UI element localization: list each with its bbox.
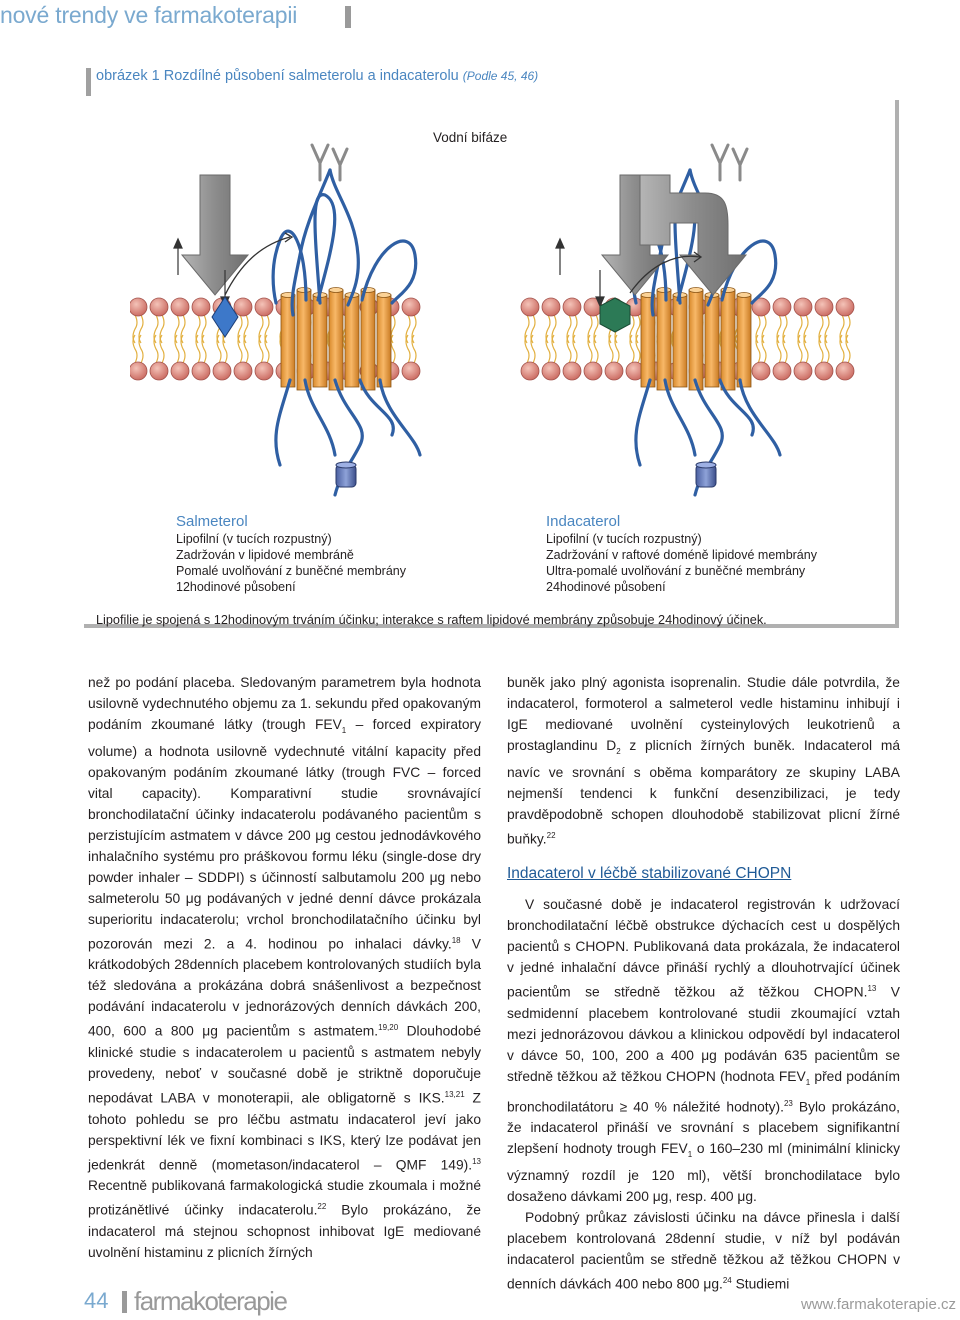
lipid-tail xyxy=(217,335,227,363)
indacaterol-line: Zadržování v raftové doméně lipidové membrány xyxy=(546,548,817,562)
lipid-head xyxy=(130,362,147,380)
text-column-right xyxy=(507,672,900,1295)
page-footer xyxy=(0,1288,960,1320)
lipid-tail xyxy=(175,335,185,363)
lipid-tail xyxy=(588,335,598,363)
caption-source: (Podle 45, 46) xyxy=(462,69,539,83)
helix-cap xyxy=(377,293,391,298)
helix-cap xyxy=(657,288,671,293)
footer-divider xyxy=(122,1291,127,1313)
running-header xyxy=(0,0,960,36)
transmembrane-helix xyxy=(705,295,719,387)
lipid-tail xyxy=(154,315,164,343)
lipid-tail xyxy=(588,315,598,343)
transmembrane-helix xyxy=(721,290,735,390)
small-arrows-right xyxy=(556,239,604,306)
membrane-diagram xyxy=(130,135,870,505)
lipid-tail xyxy=(546,315,556,343)
transmembrane-helix xyxy=(361,290,375,390)
frame-right-edge xyxy=(895,100,899,628)
big-arrow-left xyxy=(182,175,248,295)
lipid-head xyxy=(836,362,854,380)
lipid-tail xyxy=(546,335,556,363)
lipid-tail xyxy=(630,315,640,343)
indacaterol-line: 24hodinové působení xyxy=(546,580,666,594)
lipid-tail xyxy=(238,315,248,343)
salmeterol-line: Pomalé uvolňování z buněčné membrány xyxy=(176,564,406,578)
figure-note: Lipofilie je spojená s 12hodinovým trváním účinku; interakce s raftem lipidové membrány způsobuje 24hodinový účinek. xyxy=(96,613,767,627)
lipid-tail xyxy=(840,315,850,343)
lipid-head xyxy=(150,298,168,316)
lipid-tail xyxy=(777,335,787,363)
lipid-tail xyxy=(525,315,535,343)
paragraph: buněk jako plný agonista isoprenalin. Studie dále potvrdila, že indacaterol, formoterol a salmeterol vedle histaminu inhibují i IgE mediované uvolnění cysteinylových leukotrienů a prostaglandinu $D_2$ z plicních žírných buněk. Indacaterol má navíc ve srovnání s oběma komparátory ze skupiny LABA nejmenší tendenci k funkční desenzibilizaci, je tedy pravděpodobně schopen dlouhodobě stabilizovat plicní žírné buňky.$^{22}$ xyxy=(507,675,900,847)
lipid-head xyxy=(192,298,210,316)
indacaterol-line: Ultra-pomalé uvolňování z buněčné membrány xyxy=(546,564,806,578)
lipid-tail xyxy=(756,335,766,363)
indacaterol-molecule xyxy=(600,298,630,332)
lipid-head xyxy=(815,362,833,380)
transmembrane-helix xyxy=(689,290,703,390)
lipid-tail xyxy=(798,335,808,363)
salmeterol-label xyxy=(176,512,406,595)
lipid-tail xyxy=(756,315,766,343)
lipid-head xyxy=(213,362,231,380)
lipid-tail xyxy=(406,315,416,343)
transmembrane-helix xyxy=(345,295,359,387)
lipid-head xyxy=(171,362,189,380)
lipid-head xyxy=(584,362,602,380)
lipid-tail xyxy=(154,335,164,363)
helix-cap xyxy=(689,288,703,293)
paragraph: než po podání placeba. Sledovaným parametrem byla hodnota usilovně vydechnutého objemu za 1. sekundu před opakovaným podáním zkoumané látky (trough $FEV_1$ – forced expiratory volume) a hodnota usilovně vydechnuté vitální kapacity před opakovaným podáním zkoumané látky (trough FVC – forced vital capacity). Komparativní studie srovnávající bronchodilatační účinky indacaterolu podávaného pacientům s perzistujícím astmatem v dávce 200 μg cestou jednodávkového inhalačního systému pro práškovou formu léku (single-dose dry powder inhaler – SDDPI) s účinností salbutamolu 200 μg nebo salmeterolu 50 μg podávaných v jedné denní dávce prokázala superioritu indacaterolu; vrchol bronchodilatačního účinku byl pozorován mezi 2. a 4. hodinou po inhalaci dávky.$^{18}$ V krátkodobých 28denních placebem kontrolovaných studiích byla též sledována a prokázána dobrá snášenlivost a bezpečnost podávání indacaterolu v jednorázových denních dávkách 200, 400, 600 a 800 μg pacientům s astmatem.$^{19,20}$ Dlouhodobé klinické studie s indacaterolem u pacientů s astmatem nebyly provedeny, neboť v současné době je striktně doporučuje nepodávat LABA v monoterapii, ale obligatorně s IKS.$^{13,21}$ Z tohoto pohledu se pro léčbu astmatu indacaterol jeví jako perspektivní lék ve fixní kombinaci s IKS, který lze podávat jen jedenkrát denně (mometason/indacaterol – QMF 149).$^{13}$ Recentně publikovaná farmakologická studie zkoumala i možné protizánětlivé účinky indacaterolu.$^{22}$ Bylo prokázáno, že indacaterol má stejnou schopnost inhibovat IgE mediované uvolnění histaminu z plicních žírných xyxy=(88,675,481,1260)
lipid-tail xyxy=(840,335,850,363)
lipid-head xyxy=(402,298,420,316)
lipid-head xyxy=(255,362,273,380)
caption-label: obrázek 1 xyxy=(96,68,160,84)
lipid-tail xyxy=(196,315,206,343)
indacaterol-label xyxy=(546,512,817,595)
lipid-head xyxy=(815,298,833,316)
lipid-tail xyxy=(777,315,787,343)
transmembrane-helix xyxy=(329,290,343,390)
lipid-head xyxy=(563,298,581,316)
helix-cap xyxy=(297,288,311,293)
text-column-left xyxy=(88,672,481,1263)
lipid-head xyxy=(563,362,581,380)
lipid-head xyxy=(794,298,812,316)
paragraph: V současné době je indacaterol registrován k udržovací bronchodilatační léčbě obstrukce dýchacích cest u dospělých pacientů s CHOPN. Publikovaná data prokázala, že indacaterol v jedné inhalační dávce přináší rychlý a dlouhotrvající účinek pacientům se středně těžkou až těžkou CHOPN.$^{13}$ V sedmidenní placebem kontrolované studii zkoumající vztah mezi jednorázovou dávkou a klinickou odpovědí byl indacaterol v dávce 50, 100, 200 a 400 μg podáván 635 pacientům se středně těžkou až těžkou CHOPN (hodnota $FEV_1$ před podáním bronchodilatátoru ≥ 40 % náležité hodnoty).$^{23}$ Bylo prokázáno, že indacaterol přináší ve srovnání s placebem signifikantní zlepšení hodnoty trough $FEV_1$ o 160–230 ml (minimální klinicky významný rozdíl je 120 ml), větší bronchodilatace bylo dosaženo dávkami 200 μg, resp. 400 μg. xyxy=(507,897,900,1205)
salmeterol-line: Zadržován v lipidové membráně xyxy=(176,548,354,562)
lipid-tail xyxy=(798,315,808,343)
header-divider xyxy=(345,6,351,28)
receptor-right-y-ligands xyxy=(712,145,747,180)
lipid-tail xyxy=(175,315,185,343)
lipid-head xyxy=(752,362,770,380)
lipid-tail xyxy=(259,335,269,363)
lipid-head xyxy=(521,298,539,316)
paragraph: Podobný průkaz závislosti účinku na dávce přinesla i další placebem kontrolovaná 28denní studie, v níž byl podáván indacaterol pacientům se středně těžkou až těžkou CHOPN v denních dávkách 400 nebo 800 μg.$^{24}$ Studiemi xyxy=(507,1210,900,1292)
lipid-head xyxy=(773,298,791,316)
lipid-head xyxy=(234,362,252,380)
lipid-tail xyxy=(133,335,143,363)
lipid-tail xyxy=(567,315,577,343)
lipid-head xyxy=(171,298,189,316)
transmembrane-helix xyxy=(313,295,327,387)
lipid-tail xyxy=(630,335,640,363)
lipid-head xyxy=(542,298,560,316)
lipid-tail xyxy=(567,335,577,363)
transmembrane-helix xyxy=(673,295,687,387)
lipid-tail xyxy=(819,335,829,363)
lipid-tail xyxy=(525,335,535,363)
caption-bar xyxy=(86,68,91,96)
lipid-head xyxy=(773,362,791,380)
lipid-head xyxy=(402,362,420,380)
brand-logo: farmakoterapie xyxy=(134,1286,287,1316)
lipid-head xyxy=(234,298,252,316)
lipid-head xyxy=(150,362,168,380)
lipid-tail xyxy=(259,315,269,343)
salmeterol-line: Lipofilní (v tucích rozpustný) xyxy=(176,532,332,546)
lipid-head xyxy=(255,298,273,316)
salmeterol-line: 12hodinové působení xyxy=(176,580,296,594)
indacaterol-name: Indacaterol xyxy=(546,513,621,530)
helix-cap xyxy=(737,293,751,298)
lipid-tail xyxy=(133,315,143,343)
salmeterol-name: Salmeterol xyxy=(176,513,248,530)
transmembrane-helix xyxy=(737,295,751,387)
transmembrane-helix xyxy=(377,295,391,387)
page-number: 44 xyxy=(84,1288,109,1313)
lipid-head xyxy=(605,362,623,380)
figure-caption xyxy=(96,68,538,84)
lipid-tail xyxy=(196,335,206,363)
transmembrane-helix xyxy=(297,290,311,390)
lipid-head xyxy=(794,362,812,380)
header-title: nové trendy ve farmakoterapii xyxy=(0,2,298,28)
figure-top-label: Vodní bifáze xyxy=(433,130,508,145)
lipid-head xyxy=(192,362,210,380)
lipid-tail xyxy=(819,315,829,343)
caption-title: Rozdílné působení salmeterolu a indacaterolu xyxy=(163,68,459,84)
anchor-cylinder-left xyxy=(336,462,356,487)
indacaterol-line: Lipofilní (v tucích rozpustný) xyxy=(546,532,702,546)
lipid-head xyxy=(130,298,147,316)
lipid-tail xyxy=(406,335,416,363)
lipid-tail xyxy=(238,335,248,363)
footer-url[interactable]: www.farmakoterapie.cz xyxy=(800,1296,956,1313)
anchor-cylinder-right xyxy=(696,462,716,487)
helix-cap xyxy=(329,288,343,293)
transmembrane-helix xyxy=(657,290,671,390)
lipid-head xyxy=(542,362,560,380)
section-heading: Indacaterol v léčbě stabilizované CHOPN xyxy=(507,865,792,883)
lipid-head xyxy=(836,298,854,316)
lipid-tail xyxy=(609,335,619,363)
lipid-head xyxy=(521,362,539,380)
